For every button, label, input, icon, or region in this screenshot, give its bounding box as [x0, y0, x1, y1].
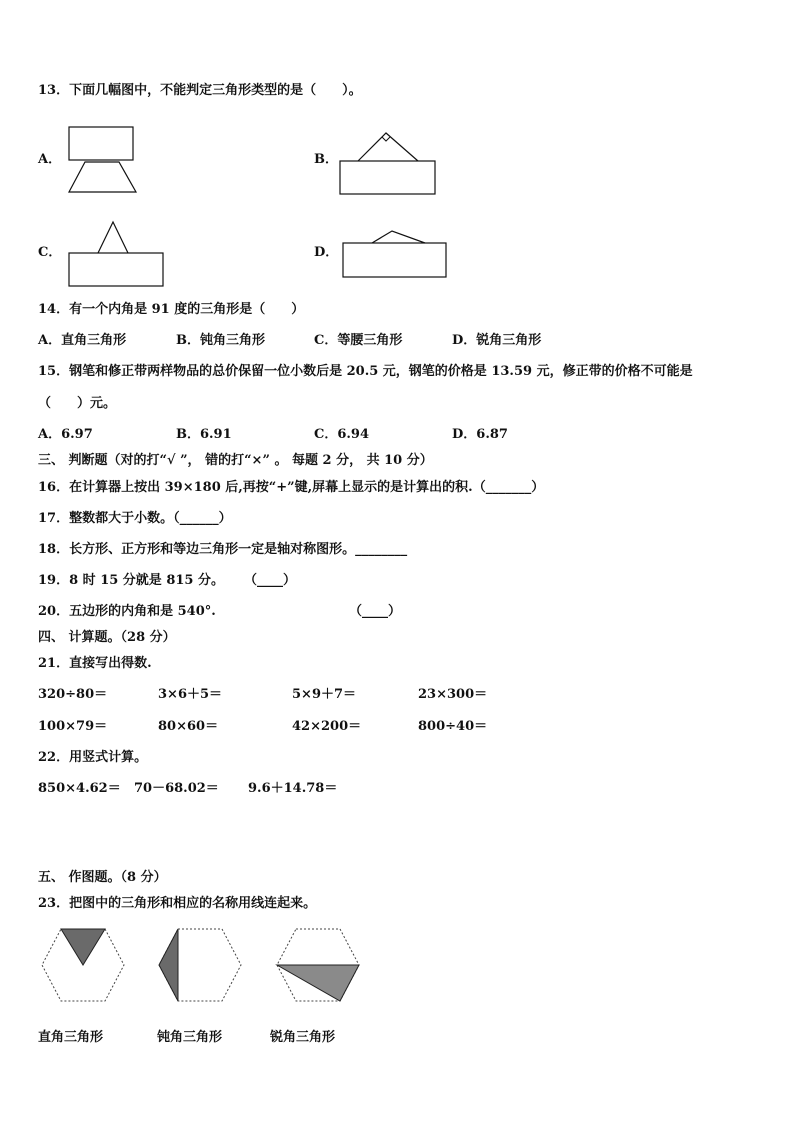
q13-option-c-label: C． [38, 245, 62, 260]
q20-blank: （____） [349, 604, 402, 619]
q21-stem: 21．直接写出得数. [38, 656, 152, 671]
shaded-triangle [61, 929, 105, 965]
q21-item: 3×6＋5＝ [158, 687, 223, 702]
rectangle-shape [340, 161, 435, 194]
q21-item: 320÷80＝ [38, 687, 108, 702]
q15-option-c: C．6.94 [314, 427, 370, 442]
q16-text: 16．在计算器上按出 39×180 后,再按“+”键,屏幕上显示的是计算出的积.（_______） [38, 480, 545, 495]
q14-option-c: C．等腰三角形 [314, 333, 403, 348]
q13-figure-b [336, 128, 440, 198]
q22-item: 850×4.62＝ [38, 781, 121, 796]
q22-item: 70－68.02＝ [134, 781, 219, 796]
q14-option-b: B．钝角三角形 [176, 333, 265, 348]
q20-text: 20．五边形的内角和是 540°. [38, 604, 216, 619]
q13-figure-d [340, 228, 452, 282]
q22-item: 9.6＋14.78＝ [248, 781, 338, 796]
q13-option-a-label: A． [38, 152, 62, 167]
right-angle-mark [382, 137, 390, 141]
q13-figure-c [66, 218, 166, 290]
q21-item: 800÷40＝ [418, 719, 488, 734]
q23-hexagon-3 [273, 925, 363, 1005]
q21-item: 42×200＝ [292, 719, 362, 734]
q15-option-d: D．6.87 [452, 427, 508, 442]
trapezoid-shape [69, 162, 136, 192]
shaded-triangle [277, 965, 359, 1001]
q13-figure-a [66, 124, 140, 196]
q19-text: 19．8 时 15 分就是 815 分。 [38, 573, 224, 588]
rectangle-shape [69, 253, 163, 286]
triangle-shape [372, 231, 425, 243]
rectangle-shape [343, 243, 446, 277]
q15-option-b: B．6.91 [176, 427, 232, 442]
q21-item: 80×60＝ [158, 719, 219, 734]
q15-stem-line1: 15．钢笔和修正带两样物品的总价保留一位小数后是 20.5 元，钢笔的价格是 13.59 元，修正带的价格不可能是 [38, 364, 693, 379]
q14-option-d: D．锐角三角形 [452, 333, 542, 348]
q23-hexagon-2 [155, 925, 245, 1005]
q14-stem: 14．有一个内角是 91 度的三角形是（ ） [38, 302, 305, 317]
q23-label-1: 直角三角形 [38, 1030, 104, 1045]
q15-stem-line2: （ ）元。 [38, 396, 117, 411]
rectangle-shape [69, 127, 133, 160]
q13-stem: 13．下面几幅图中，不能判定三角形类型的是（ ）。 [38, 83, 362, 98]
section-3-title: 三、 判断题（对的打“√ ”， 错的打“×” 。 每题 2 分， 共 10 分） [38, 453, 433, 468]
q21-item: 5×9＋7＝ [292, 687, 357, 702]
q13-option-b-label: B． [314, 152, 338, 167]
q23-hexagon-1 [38, 925, 128, 1005]
q19-blank: （____） [244, 573, 297, 588]
section-5-title: 五、 作图题。（8 分） [38, 870, 167, 885]
q13-option-d-label: D． [314, 245, 339, 260]
q18-text: 18．长方形、正方形和等边三角形一定是轴对称图形。________ [38, 542, 408, 557]
q14-option-a: A．直角三角形 [38, 333, 127, 348]
q23-stem: 23．把图中的三角形和相应的名称用线连起来。 [38, 896, 317, 911]
q23-label-2: 钝角三角形 [157, 1030, 223, 1045]
section-4-title: 四、 计算题。（28 分） [38, 630, 176, 645]
triangle-shape [98, 222, 128, 253]
q17-text: 17．整数都大于小数。（______） [38, 511, 232, 526]
q15-option-a: A．6.97 [38, 427, 93, 442]
shaded-triangle [159, 929, 178, 1001]
q21-item: 100×79＝ [38, 719, 108, 734]
q22-stem: 22．用竖式计算。 [38, 750, 148, 765]
q23-label-3: 锐角三角形 [270, 1030, 336, 1045]
q21-item: 23×300＝ [418, 687, 488, 702]
triangle-shape [358, 133, 418, 161]
